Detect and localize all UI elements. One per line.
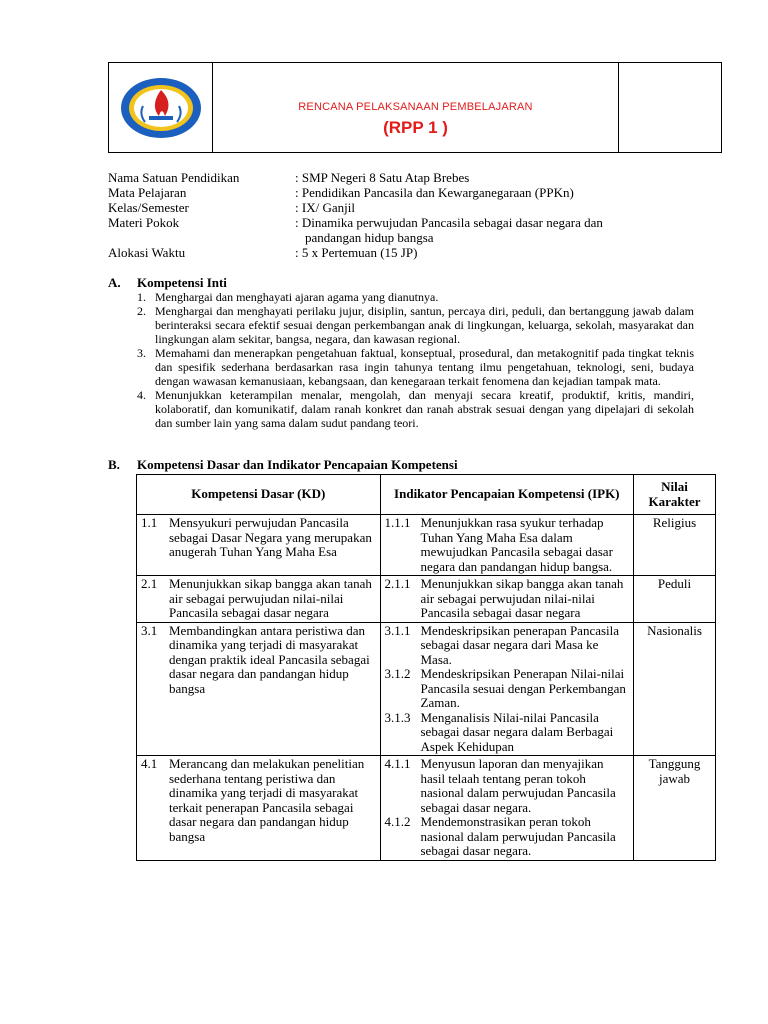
list-item	[137, 388, 694, 430]
kd-text: Menunjukkan sikap bangga akan tanah air sebagai perwujudan nilai-nilai Pancasila sebagai dasar negara	[169, 576, 372, 620]
table-row	[137, 622, 716, 756]
ipk-number: 4.1.1	[384, 756, 411, 771]
list-text: Menunjukkan keterampilan menalar, mengolah, dan menyaji secara kreatif, produktif, kritis, mandiri, kolaboratif, dan komunikatif, dalam ranah konkret dan ranah abstrak sesuai dengan yang dipelajari di sekolah dan sumber lain yang sama dalam sudut pandang teori.	[155, 388, 694, 430]
kd-number: 1.1	[141, 515, 158, 530]
ipk-number: 1.1.1	[384, 515, 411, 530]
list-text: Memahami dan menerapkan pengetahuan faktual, konseptual, prosedural, dan metakognitif pada tingkat teknis dan spesifik sederhana berdasarkan rasa ingin tahunya tentang ilmu pengetahuan, teknologi, seni, budaya dengan wawasan kemanusiaan, kebangsaan, dan kenegaraan terkait fenomena dan kejadian tampak mata.	[155, 346, 694, 388]
table-header-row	[137, 475, 716, 515]
ipk-number: 3.1.2	[384, 666, 411, 681]
title-cell	[213, 63, 619, 152]
identity-value: : IX/ Ganjil	[295, 200, 355, 215]
kd-cell	[137, 622, 381, 756]
section-a-heading	[108, 276, 227, 290]
section-title: Kompetensi Dasar dan Indikator Pencapaian Kompetensi	[137, 457, 458, 472]
kd-text: Mensyukuri perwujudan Pancasila sebagai Dasar Negara yang merupakan anugerah Tuhan Yang Maha Esa	[169, 515, 372, 559]
identity-label: Nama Satuan Pendidikan	[108, 170, 240, 185]
list-number: 3.	[137, 346, 146, 360]
table-row	[137, 756, 716, 861]
kd-cell	[137, 576, 381, 623]
identity-label: Mata Pelajaran	[108, 185, 187, 200]
identity-block	[108, 170, 708, 260]
section-letter: B.	[108, 457, 120, 472]
ipk-text: Mendeskripsikan Penerapan Nilai-nilai Pancasila sesuai dengan Perkembangan Zaman.	[420, 666, 626, 710]
kompetensi-inti-list	[137, 290, 694, 430]
ipk-text: Menunjukkan rasa syukur terhadap Tuhan Yang Maha Esa dalam mewujudkan Pancasila sebagai dasar negara dan pandangan hidup bangsa.	[420, 515, 613, 574]
kd-cell	[137, 756, 381, 861]
kd-ipk-table	[136, 474, 716, 861]
identity-value: : Pendidikan Pancasila dan Kewarganegaraan (PPKn)	[295, 185, 574, 200]
ipk-number: 4.1.2	[384, 814, 411, 829]
column-header: Kompetensi Dasar (KD)	[137, 475, 381, 515]
nilai-karakter-cell: Nasionalis	[634, 622, 716, 756]
table-row	[137, 515, 716, 576]
list-number: 2.	[137, 304, 146, 318]
ipk-cell	[380, 756, 634, 861]
document-subtitle: (RPP 1 )	[383, 118, 448, 137]
nilai-karakter-cell: Peduli	[634, 576, 716, 623]
document-title: RENCANA PELAKSANAAN PEMBELAJARAN	[298, 101, 533, 113]
identity-row	[108, 170, 708, 185]
kd-number: 4.1	[141, 756, 158, 771]
section-title: Kompetensi Inti	[137, 275, 227, 290]
identity-label: Alokasi Waktu	[108, 245, 186, 260]
ipk-cell	[380, 515, 634, 576]
ipk-cell	[380, 576, 634, 623]
list-text: Menghargai dan menghayati perilaku jujur, disiplin, santun, percaya diri, peduli, dan bertanggung jawab dalam berinteraksi secara efektif sesuai dengan perkembangan anak di lingkungan, keluarga, sekolah, masyarakat dan lingkungan alam sekitar, bangsa, negara, dan kawasan regional.	[155, 304, 694, 346]
table-row	[137, 576, 716, 623]
ipk-cell	[380, 622, 634, 756]
nilai-karakter-cell: Tanggung jawab	[634, 756, 716, 861]
list-number: 4.	[137, 388, 146, 402]
ipk-number: 3.1.1	[384, 622, 411, 638]
kd-number: 3.1	[141, 622, 158, 638]
ipk-text: Mendeskripsikan penerapan Pancasila sebagai dasar negara dari Masa ke Masa.	[420, 622, 620, 667]
ipk-text: Menunjukkan sikap bangga akan tanah air sebagai perwujudan nilai-nilai Pancasila sebagai dasar negara	[420, 576, 624, 620]
list-item	[137, 290, 694, 304]
ipk-text: Menganalisis Nilai-nilai Pancasila sebagai dasar negara dalam Berbagai Aspek Kehidupan	[420, 709, 614, 754]
logo-cell	[109, 63, 213, 152]
identity-value-block	[295, 215, 708, 245]
identity-value: : 5 x Pertemuan (15 JP)	[295, 245, 418, 260]
empty-header-cell	[619, 63, 721, 152]
list-text: Menghargai dan menghayati ajaran agama yang dianutnya.	[155, 290, 439, 304]
identity-row	[108, 245, 708, 260]
ipk-text: Mendemonstrasikan peran tokoh nasional dalam perwujudan Pancasila sebagai dasar negara.	[420, 814, 616, 858]
document-header	[108, 62, 722, 153]
section-b-heading	[108, 458, 458, 472]
ipk-text: Menyusun laporan dan menyajikan hasil telaah tentang peran tokoh nasional dalam perwujudan Pancasila sebagai dasar negara.	[420, 756, 616, 815]
identity-value: : Dinamika perwujudan Pancasila sebagai dasar negara dan	[295, 215, 603, 230]
list-number: 1.	[137, 290, 146, 304]
column-header: Indikator Pencapaian Kompetensi (IPK)	[380, 475, 634, 515]
kd-number: 2.1	[141, 576, 158, 591]
ipk-number: 3.1.3	[384, 709, 411, 725]
column-header: Nilai Karakter	[634, 475, 716, 515]
identity-label: Kelas/Semester	[108, 200, 189, 215]
identity-value: : SMP Negeri 8 Satu Atap Brebes	[295, 170, 470, 185]
kd-text: Membandingkan antara peristiwa dan dinamika yang terjadi di masyarakat dengan praktik ideal Pancasila sebagai dasar negara dan pandangan hidup bangsa	[169, 622, 370, 696]
identity-label: Materi Pokok	[108, 215, 180, 230]
list-item	[137, 346, 694, 388]
identity-value-continued: pandangan hidup bangsa	[305, 230, 434, 245]
identity-row	[108, 185, 708, 200]
list-item	[137, 304, 694, 346]
identity-row	[108, 200, 708, 215]
kd-text: Merancang dan melakukan penelitian sederhana tentang peristiwa dan dinamika yang terjadi di masyarakat terkait penerapan Pancasila sebagai dasar negara dan pandangan hidup bangsa	[169, 756, 365, 844]
identity-row	[108, 215, 708, 245]
school-emblem-logo	[119, 76, 203, 140]
section-letter: A.	[108, 275, 121, 290]
ipk-number: 2.1.1	[384, 576, 411, 591]
kd-cell	[137, 515, 381, 576]
nilai-karakter-cell: Religius	[634, 515, 716, 576]
